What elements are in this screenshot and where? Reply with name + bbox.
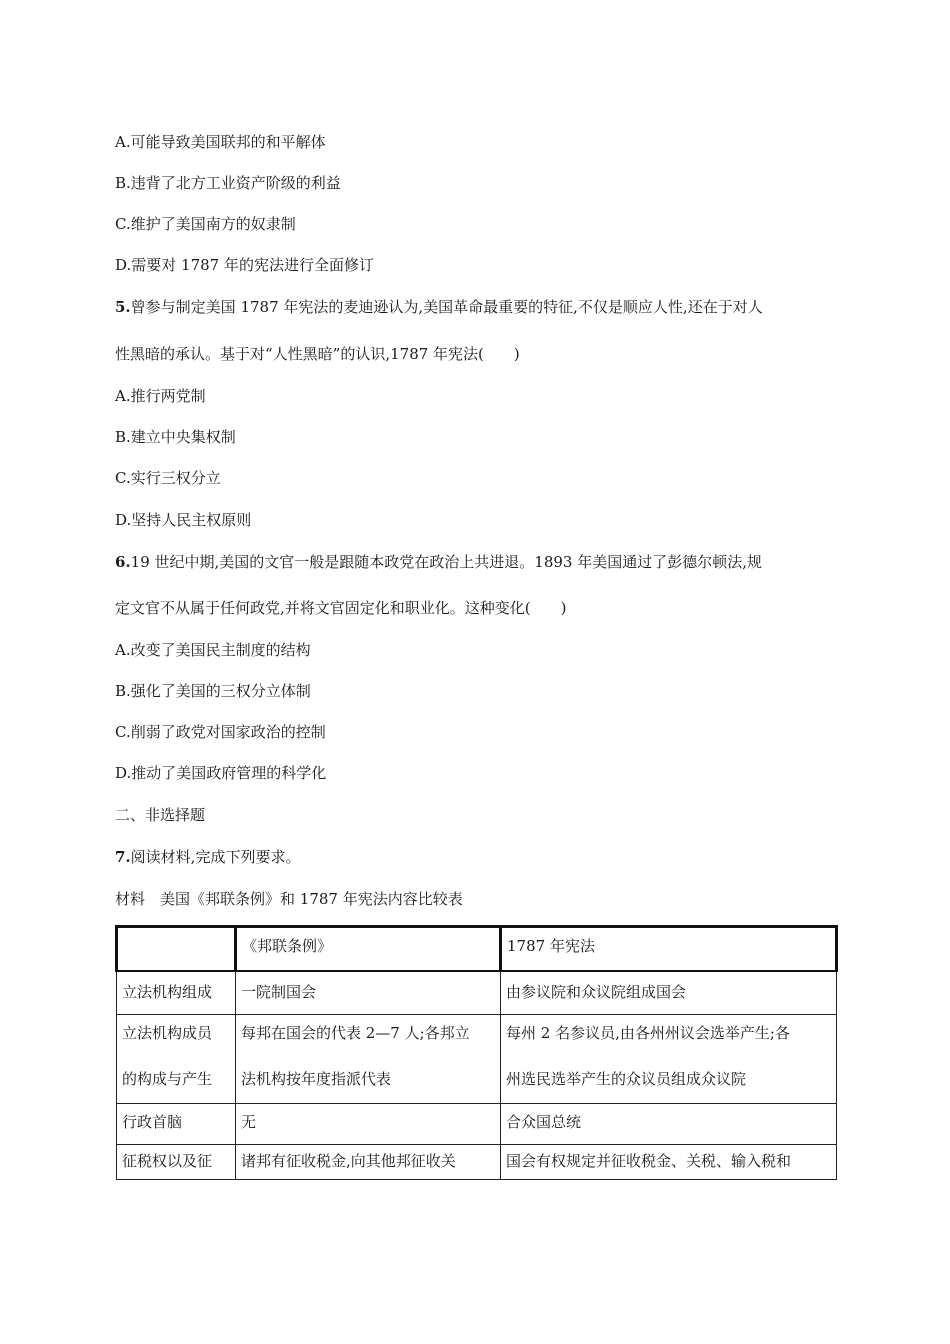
comparison-table (115, 925, 838, 1180)
table-cell (236, 1015, 501, 1104)
q7-material-caption: 材料 美国《邦联条例》和 1787 年宪法内容比较表 (115, 890, 463, 908)
table-cell (501, 1015, 837, 1104)
q4-option-a: A.可能导致美国联邦的和平解体 (115, 133, 326, 151)
cell-line: 法机构按年度指派代表 (241, 1070, 392, 1088)
q6-stem-line1 (115, 552, 762, 572)
table-header-cell (117, 927, 236, 972)
cell-line: 立法机构成员 (122, 1024, 213, 1042)
q6-stem-line2: 定文官不从属于任何政党,并将文官固定化和职业化。这种变化( ) (115, 599, 567, 617)
table-row (117, 1104, 837, 1145)
q5-stem-line1 (115, 297, 763, 317)
header-articles: 《邦联条例》 (242, 937, 333, 955)
q5-number: 5. (115, 298, 131, 316)
table-cell (117, 1015, 236, 1104)
table-cell: 由参议院和众议院组成国会 (501, 971, 837, 1015)
q5-text-1: 曾参与制定美国 1787 年宪法的麦迪逊认为,美国革命最重要的特征,不仅是顺应人性,还在于对人 (130, 298, 763, 316)
table-cell: 无 (236, 1104, 501, 1145)
table-row (117, 971, 837, 1015)
q6-option-b: B.强化了美国的三权分立体制 (115, 682, 311, 700)
table-cell: 征税权以及征 (117, 1145, 236, 1180)
q5-option-d: D.坚持人民主权原则 (115, 511, 252, 529)
header-constitution: 1787 年宪法 (507, 937, 595, 955)
q5-option-a: A.推行两党制 (115, 387, 206, 405)
section-heading: 二、非选择题 (115, 806, 206, 824)
q6-text-1: 19 世纪中期,美国的文官一般是跟随本政党在政治上共进退。1893 年美国通过了彭德尔顿法,规 (130, 553, 763, 571)
table-cell: 合众国总统 (501, 1104, 837, 1145)
table-row (117, 1015, 837, 1104)
table-cell: 国会有权规定并征收税金、关税、输入税和 (501, 1145, 837, 1180)
q7-text: 阅读材料,完成下列要求。 (130, 848, 301, 866)
table-cell: 行政首脑 (117, 1104, 236, 1145)
q5-option-c: C.实行三权分立 (115, 469, 221, 487)
cell-line: 的构成与产生 (122, 1070, 213, 1088)
q6-number: 6. (115, 553, 131, 571)
q7-stem (115, 847, 300, 867)
table-cell: 一院制国会 (236, 971, 501, 1015)
cell-line: 州选民选举产生的众议员组成众议院 (506, 1070, 747, 1088)
table-cell: 诸邦有征收税金,向其他邦征收关 (236, 1145, 501, 1180)
table-header-cell (501, 927, 837, 972)
q5-stem-line2: 性黑暗的承认。基于对“人性黑暗”的认识,1787 年宪法( ) (115, 345, 520, 363)
q7-number: 7. (115, 848, 131, 866)
q6-option-a: A.改变了美国民主制度的结构 (115, 641, 311, 659)
cell-line: 每州 2 名参议员,由各州州议会选举产生;各 (506, 1024, 790, 1042)
q5-option-b: B.建立中央集权制 (115, 428, 236, 446)
q6-option-d: D.推动了美国政府管理的科学化 (115, 764, 327, 782)
table-header-cell (236, 927, 501, 972)
q4-option-b: B.违背了北方工业资产阶级的利益 (115, 174, 341, 192)
q6-option-c: C.削弱了政党对国家政治的控制 (115, 723, 326, 741)
q4-option-d: D.需要对 1787 年的宪法进行全面修订 (115, 256, 374, 274)
table-header-row (117, 927, 837, 972)
table-row (117, 1145, 837, 1180)
table-cell: 立法机构组成 (117, 971, 236, 1015)
cell-line: 每邦在国会的代表 2—7 人;各邦立 (241, 1024, 470, 1042)
q4-option-c: C.维护了美国南方的奴隶制 (115, 215, 296, 233)
